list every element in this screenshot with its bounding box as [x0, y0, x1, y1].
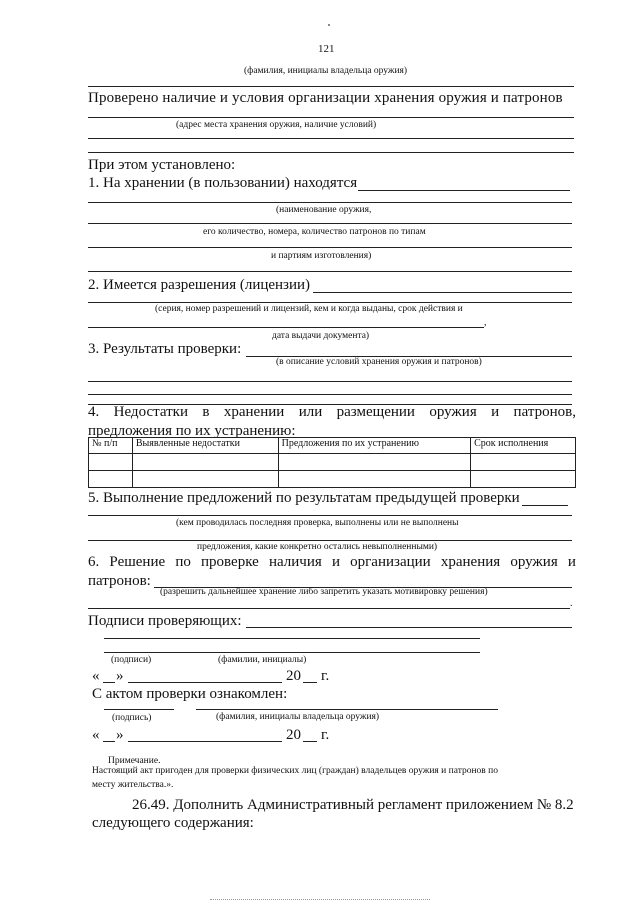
item-2-label: 2. Имеется разрешения (лицензии)	[88, 277, 311, 293]
rule	[88, 271, 572, 272]
note-title: Примечание.	[108, 756, 161, 766]
scan-edge-line	[210, 899, 430, 900]
weapon-caption-2: его количество, номера, количество патронов по типам	[203, 227, 426, 237]
rule	[88, 302, 572, 303]
item-5-label: 5. Выполнение предложений по результатам предыдущей проверки	[88, 490, 520, 506]
rule	[88, 394, 572, 395]
date-year-blank	[303, 741, 317, 742]
note-text-1: Настоящий акт пригоден для проверки физических лиц (граждан) владельцев оружия и патронов по	[92, 766, 498, 776]
item-6-line-1: 6. Решение по проверке наличия и организации хранения оружия и	[88, 554, 576, 570]
rule	[246, 627, 572, 628]
date-month-blank	[128, 741, 282, 742]
note-text-2: месту жительства.».	[92, 780, 174, 790]
date-open-quote: «	[92, 727, 100, 743]
rule	[88, 608, 570, 609]
sign-caption-signatures: (подписи)	[111, 655, 152, 665]
date-suffix: г.	[321, 668, 330, 684]
rule	[88, 138, 574, 139]
item-1-label: 1. На хранении (в пользовании) находятся	[88, 175, 358, 191]
scan-speck	[328, 24, 330, 26]
checked-line: Проверено наличие и условия организации хранения оружия и патронов	[88, 90, 563, 106]
item-6-caption: (разрешить дальнейшее хранение либо запретить указать мотивировку решения)	[160, 587, 488, 597]
deficiency-table	[88, 437, 576, 488]
rule	[88, 202, 572, 203]
rule	[104, 709, 174, 710]
date-day-blank	[103, 741, 115, 742]
weapon-caption-3: и партиям изготовления)	[271, 251, 372, 261]
weapon-caption-1: (наименование оружия,	[276, 205, 372, 215]
item-5-caption-1: (кем проводилась последняя проверка, выполнены или не выполнены	[176, 518, 459, 528]
table-row	[89, 454, 576, 471]
date-close-quote: »	[116, 727, 124, 743]
rule	[88, 223, 572, 224]
table-header-row	[89, 438, 576, 454]
rule	[88, 247, 572, 248]
table-row	[89, 471, 576, 488]
date-year-blank	[303, 682, 317, 683]
rule	[313, 292, 572, 293]
date-year: 20	[286, 727, 301, 743]
signatures-label: Подписи проверяющих:	[88, 613, 242, 629]
acquainted-label: С актом проверки ознакомлен:	[92, 686, 288, 702]
permit-caption-2: дата выдачи документа)	[272, 331, 370, 341]
date-suffix: г.	[321, 727, 330, 743]
sign2-caption-signature: (подпись)	[112, 713, 152, 723]
date-month-blank	[128, 682, 282, 683]
item-4-line-1: 4. Недостатки в хранении или размещении оружия и патронов,	[88, 404, 576, 420]
para-2649-line-1: 26.49. Дополнить Административный регламент приложением № 8.2	[132, 797, 574, 813]
date-year: 20	[286, 668, 301, 684]
para-2649-line-2: следующего содержания:	[92, 815, 254, 831]
page-number: 121	[318, 43, 335, 55]
rule	[88, 381, 572, 382]
permit-caption-1: (серия, номер разрешений и лицензий, кем и когда выданы, срок действия и	[155, 304, 463, 314]
rule	[88, 327, 484, 328]
established-heading: При этом установлено:	[88, 157, 236, 173]
permit-comma: ,	[484, 317, 487, 328]
rule	[104, 638, 480, 639]
date-day-blank	[103, 682, 115, 683]
rule	[522, 505, 568, 506]
item-5-caption-2: предложения, какие конкретно остались невыполненными)	[197, 542, 438, 552]
owner-caption: (фамилия, инициалы владельца оружия)	[244, 66, 408, 76]
date-open-quote: «	[92, 668, 100, 684]
item-4-line-2: предложения по их устранению:	[88, 423, 296, 439]
item-3-label: 3. Результаты проверки:	[88, 341, 242, 357]
sign2-caption-name: (фамилия, инициалы владельца оружия)	[216, 712, 380, 722]
rule	[196, 709, 498, 710]
sign-caption-names: (фамилии, инициалы)	[218, 655, 307, 665]
rule	[104, 652, 480, 653]
table-header: Срок исполнения	[471, 438, 576, 454]
item-6-dot: .	[570, 598, 573, 609]
rule	[88, 152, 574, 153]
table-header: Выявленные недостатки	[132, 438, 278, 454]
rule	[88, 515, 572, 516]
results-caption: (в описание условий хранения оружия и патронов)	[276, 357, 482, 367]
rule	[358, 190, 570, 191]
rule	[88, 86, 574, 87]
table-header: № п/п	[89, 438, 133, 454]
date-close-quote: »	[116, 668, 124, 684]
address-caption: (адрес места хранения оружия, наличие условий)	[176, 120, 377, 130]
table-header: Предложения по их устранению	[278, 438, 471, 454]
rule	[88, 117, 574, 118]
rule	[88, 540, 572, 541]
item-6-line-2: патронов:	[88, 573, 151, 589]
